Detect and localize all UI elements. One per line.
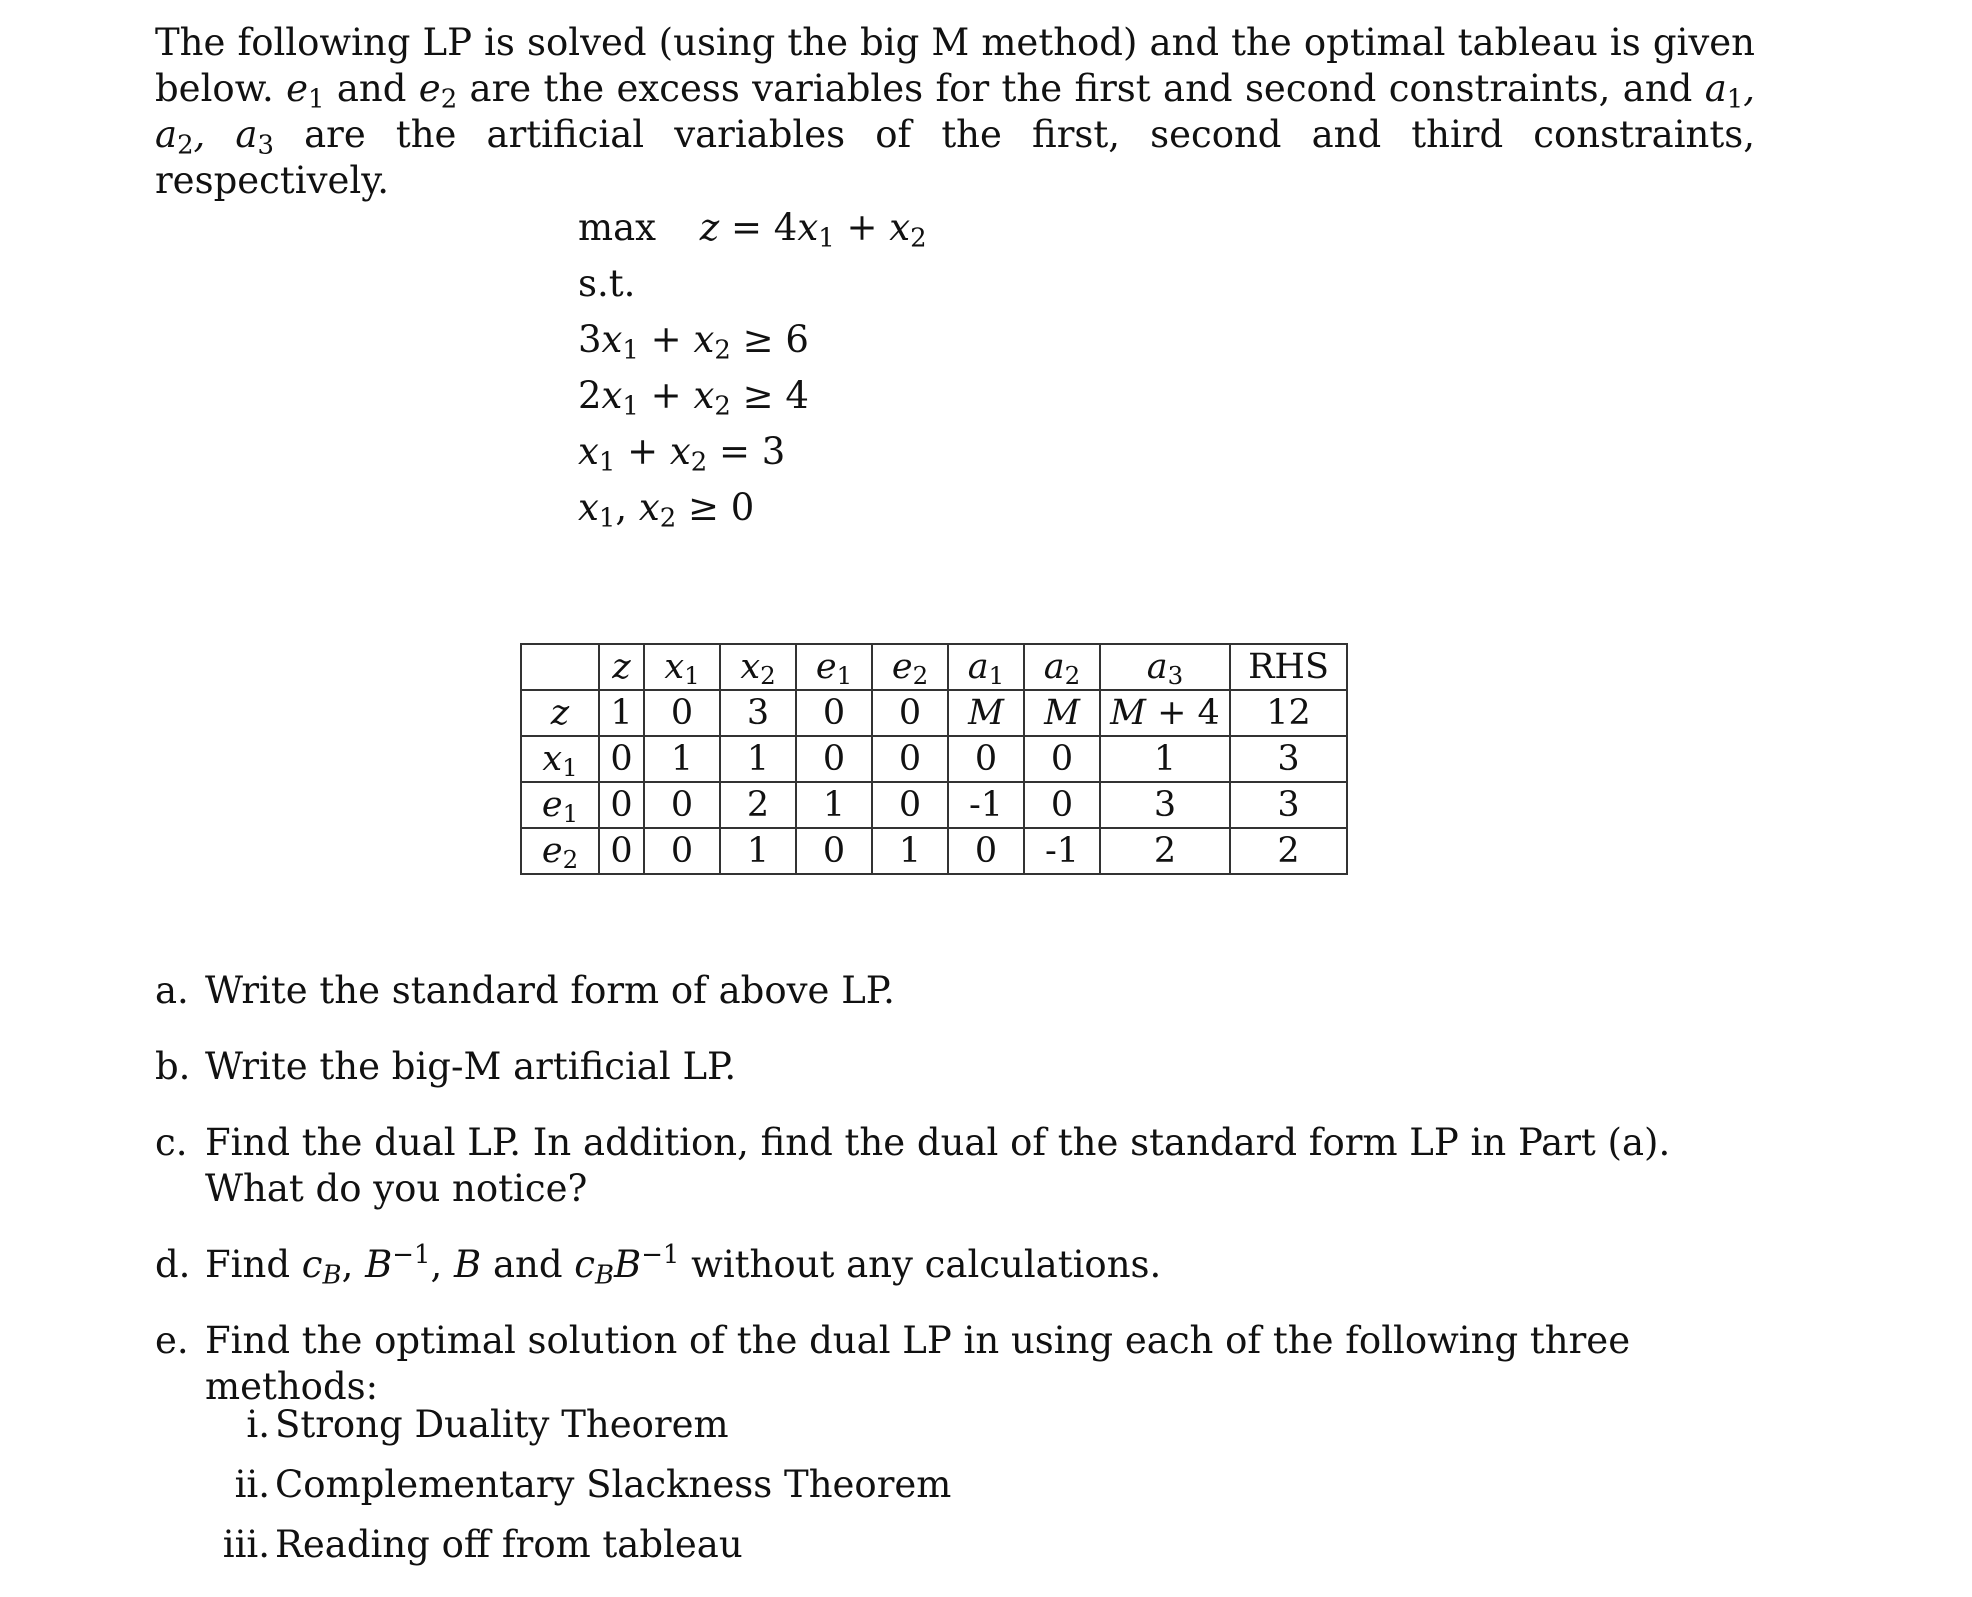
question-d: [155, 1239, 1755, 1291]
tableau-basis-cell: $x_1$: [521, 736, 599, 782]
tableau-header-cell: $e_1$: [796, 644, 872, 690]
method-label: ii.: [234, 1463, 270, 1506]
question-list: [155, 968, 1755, 1410]
method-text: Strong Duality Theorem: [275, 1403, 729, 1446]
tableau-row: [521, 690, 1347, 736]
intro-text-1: The following LP is solved (using the big M method) and the optimal tableau is given below.: [155, 21, 1755, 110]
tableau-cell: 2: [1100, 828, 1230, 874]
tableau-cell: 3: [1100, 782, 1230, 828]
tableau-cell: -1: [948, 782, 1024, 828]
question-a-text: Write the standard form of above LP.: [205, 969, 895, 1012]
tableau-cell: M: [1024, 690, 1100, 736]
question-e-label: e.: [155, 1319, 189, 1362]
tableau-cell: 0: [644, 782, 720, 828]
method-text: Complementary Slackness Theorem: [275, 1463, 952, 1506]
tableau-cell: 2: [1230, 828, 1347, 874]
tableau-cell: 1: [720, 828, 796, 874]
tableau-basis-cell: z: [521, 690, 599, 736]
tableau-cell: 0: [796, 736, 872, 782]
tableau-cell: 0: [1024, 736, 1100, 782]
tableau-cell: 1: [1100, 736, 1230, 782]
constraint-3: $x_1 + x_2 = 3$: [578, 430, 786, 478]
tableau-header-cell: [521, 644, 599, 690]
objective-line: [578, 200, 927, 256]
var-e1: $e_1$: [286, 67, 325, 115]
tableau-row: [521, 782, 1347, 828]
tableau-cell: 12: [1230, 690, 1347, 736]
method-item: [210, 1455, 951, 1515]
tableau-cell: 3: [1230, 736, 1347, 782]
tableau-cell: 0: [872, 782, 948, 828]
question-b: [155, 1044, 1755, 1090]
tableau-cell: 3: [720, 690, 796, 736]
tableau-cell: 0: [599, 736, 644, 782]
question-e-text: Find the optimal solution of the dual LP in using each of the following three methods:: [205, 1319, 1631, 1408]
question-b-label: b.: [155, 1045, 191, 1088]
tableau-cell: 0: [599, 782, 644, 828]
question-a: [155, 968, 1755, 1014]
tableau-cell: 1: [796, 782, 872, 828]
tableau-header-cell: $a_3$: [1100, 644, 1230, 690]
intro-text-3: are the excess variables for the first and second constraints, and: [469, 67, 1693, 110]
tableau-cell: 0: [796, 690, 872, 736]
question-c-label: c.: [155, 1121, 188, 1164]
tableau-header-cell: $a_1$: [948, 644, 1024, 690]
tableau-row: [521, 736, 1347, 782]
tableau-header-cell: $x_2$: [720, 644, 796, 690]
question-d-text-pre: Find: [205, 1243, 291, 1286]
lp-formulation: [578, 200, 927, 536]
tableau-row: [521, 828, 1347, 874]
tableau-header-cell: z: [599, 644, 644, 690]
intro-text-4: are the artificial variables of the first, second and third constraints, respectively.: [155, 113, 1755, 202]
tableau-basis-cell: $e_2$: [521, 828, 599, 874]
tableau-cell: M + 4: [1100, 690, 1230, 736]
tableau-cell: M: [948, 690, 1024, 736]
question-d-label: d.: [155, 1243, 191, 1286]
tableau-basis-cell: $e_1$: [521, 782, 599, 828]
intro-paragraph: [155, 20, 1755, 204]
constraint-1: $3x_1 + x_2 \ge 6$: [578, 318, 809, 366]
max-label: max: [578, 206, 657, 249]
tableau-header-cell: $e_2$: [872, 644, 948, 690]
nonnegativity: $x_1$, $x_2 \ge 0$: [578, 486, 755, 534]
tableau-cell: 0: [948, 736, 1024, 782]
tableau-header-cell: $x_1$: [644, 644, 720, 690]
question-c-text: Find the dual LP. In addition, find the dual of the standard form LP in Part (a). What do you notice?: [205, 1121, 1671, 1210]
tableau-cell: 1: [872, 828, 948, 874]
tableau-cell: 1: [599, 690, 644, 736]
method-label: iii.: [222, 1523, 270, 1566]
var-e2: $e_2$: [418, 67, 458, 115]
tableau-cell: -1: [1024, 828, 1100, 874]
method-item: [210, 1395, 951, 1455]
tableau-cell: 0: [599, 828, 644, 874]
method-text: Reading off from tableau: [275, 1523, 743, 1566]
tableau-cell: 3: [1230, 782, 1347, 828]
tableau-cell: 0: [796, 828, 872, 874]
tableau-cell: 1: [720, 736, 796, 782]
tableau-cell: 2: [720, 782, 796, 828]
tableau-cell: 0: [948, 828, 1024, 874]
objective: $z = 4x_1 + x_2$: [699, 206, 927, 254]
tableau-header-cell: $a_2$: [1024, 644, 1100, 690]
tableau-cell: 0: [644, 690, 720, 736]
optimal-tableau: [520, 643, 1348, 875]
method-list: [210, 1395, 951, 1575]
method-label: i.: [246, 1403, 270, 1446]
tableau-header-row: [521, 644, 1347, 690]
var-a-list: $a_1$, $a_2$, $a_3$: [155, 67, 1756, 161]
method-item: [210, 1515, 951, 1575]
tableau-cell: 0: [872, 690, 948, 736]
constraint-2: $2x_1 + x_2 \ge 4$: [578, 374, 809, 422]
tableau-cell: 0: [1024, 782, 1100, 828]
question-a-label: a.: [155, 969, 189, 1012]
tableau-cell: 0: [644, 828, 720, 874]
st-label: s.t.: [578, 262, 636, 305]
question-c: [155, 1120, 1755, 1212]
question-b-text: Write the big-M artificial LP.: [205, 1045, 737, 1088]
question-d-math: $c_B$, $B^{-1}$, B and $c_BB^{-1}$: [301, 1239, 680, 1291]
intro-text-2: and: [336, 67, 407, 110]
tableau-cell: 1: [644, 736, 720, 782]
question-d-text-post: without any calculations.: [691, 1243, 1162, 1286]
tableau-header-cell: RHS: [1230, 644, 1347, 690]
tableau-cell: 0: [872, 736, 948, 782]
